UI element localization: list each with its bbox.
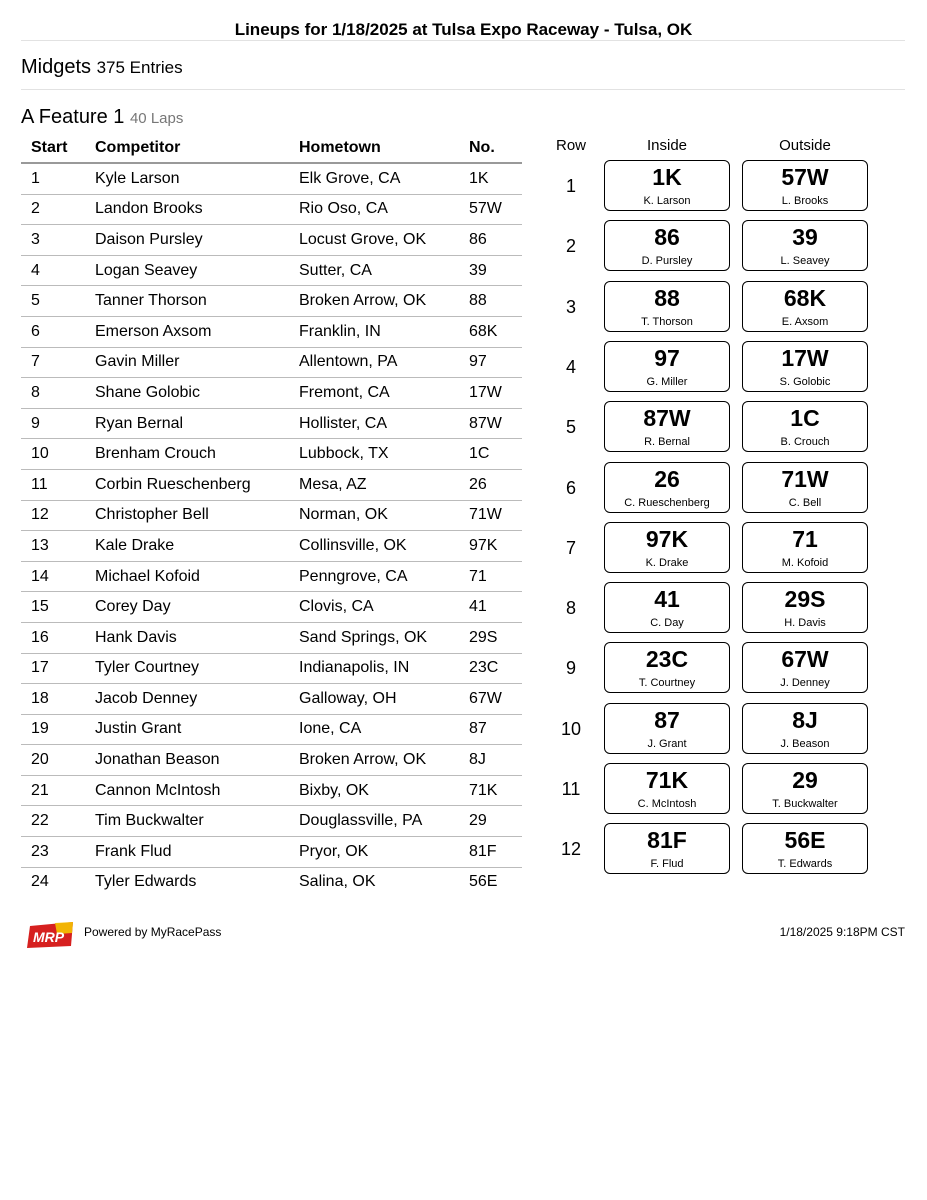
hometown-cell: Douglassville, PA: [289, 806, 459, 837]
start-cell: 22: [21, 806, 85, 837]
car-number: 71W: [781, 465, 829, 492]
hometown-cell: Penngrove, CA: [289, 561, 459, 592]
car-driver: K. Larson: [643, 195, 691, 207]
start-cell: 9: [21, 408, 85, 439]
class-name: Midgets: [21, 56, 92, 78]
start-cell: 3: [21, 225, 85, 256]
grid-inside-car: [604, 281, 730, 332]
print-timestamp: 1/18/2025 9:18PM CST: [779, 925, 905, 939]
competitor-cell: Shane Golobic: [85, 378, 289, 409]
number-cell: 81F: [459, 837, 522, 868]
start-cell: 16: [21, 622, 85, 653]
car-driver: T. Edwards: [777, 858, 833, 871]
start-cell: 17: [21, 653, 85, 684]
car-number: 17W: [781, 344, 829, 371]
car-number: 71K: [645, 767, 689, 793]
hometown-cell: Broken Arrow, OK: [289, 745, 459, 776]
start-cell: 4: [21, 255, 85, 286]
lineup-row: [21, 408, 522, 439]
lineup-row: [21, 867, 522, 897]
grid-outside-car: [742, 341, 868, 392]
grid-inside-car: [604, 220, 730, 271]
car-number: 29S: [784, 586, 826, 613]
number-cell: 88: [459, 286, 522, 317]
car-number: 1K: [652, 164, 682, 190]
header-hometown: Hometown: [289, 134, 459, 163]
car-number: 67W: [781, 646, 829, 673]
competitor-cell: Hank Davis: [85, 622, 289, 653]
lineup-row: [21, 225, 522, 256]
car-driver: F. Flud: [650, 858, 684, 871]
lineup-row: [21, 469, 522, 500]
car-driver: E. Axsom: [781, 315, 829, 328]
car-number: 41: [654, 586, 680, 613]
grid-outside-car: [742, 582, 868, 633]
car-number: 86: [654, 224, 680, 251]
grid-header-inside: Inside: [646, 137, 688, 154]
start-cell: 5: [21, 286, 85, 317]
hometown-cell: Galloway, OH: [289, 684, 459, 715]
car-driver: B. Crouch: [780, 436, 830, 449]
hometown-cell: Clovis, CA: [289, 592, 459, 623]
competitor-cell: Ryan Bernal: [85, 408, 289, 439]
lineup-row: [21, 500, 522, 531]
title-divider: [21, 40, 905, 41]
grid-outside-car: [742, 823, 868, 874]
grid-row-label: 11: [561, 779, 581, 799]
car-driver: L. Brooks: [781, 195, 829, 207]
competitor-cell: Kyle Larson: [85, 163, 289, 194]
hometown-cell: Allentown, PA: [289, 347, 459, 378]
hometown-cell: Rio Oso, CA: [289, 194, 459, 225]
competitor-cell: Jacob Denney: [85, 684, 289, 715]
car-driver: H. Davis: [784, 617, 826, 630]
start-cell: 23: [21, 837, 85, 868]
start-cell: 21: [21, 775, 85, 806]
grid-inside-car: [604, 823, 730, 874]
grid-inside-car: [604, 462, 730, 513]
number-cell: 57W: [459, 194, 522, 225]
number-cell: 71: [459, 561, 522, 592]
grid-outside-car: [742, 281, 868, 332]
grid-inside-car: [604, 160, 730, 211]
hometown-cell: Lubbock, TX: [289, 439, 459, 470]
car-driver: T. Courtney: [638, 677, 696, 690]
car-driver: R. Bernal: [644, 436, 690, 449]
grid-inside-car: [604, 522, 730, 573]
number-cell: 17W: [459, 378, 522, 409]
number-cell: 41: [459, 592, 522, 623]
grid-inside-car: [604, 703, 730, 754]
lineup-row: [21, 837, 522, 868]
competitor-cell: Corey Day: [85, 592, 289, 623]
start-cell: 8: [21, 378, 85, 409]
header-start: Start: [21, 134, 85, 163]
hometown-cell: Pryor, OK: [289, 837, 459, 868]
hometown-cell: Sutter, CA: [289, 255, 459, 286]
lineup-body: [21, 163, 522, 897]
lineup-row: [21, 561, 522, 592]
start-cell: 1: [21, 163, 85, 194]
number-cell: 97: [459, 347, 522, 378]
number-cell: 56E: [469, 873, 498, 891]
lineup-row: [21, 316, 522, 347]
lineup-row: [21, 347, 522, 378]
car-driver: J. Denney: [780, 677, 830, 690]
car-number: 39: [792, 224, 818, 251]
car-number: 87: [654, 706, 680, 733]
lineup-header-row: [21, 134, 522, 163]
competitor-cell: Tim Buckwalter: [85, 806, 289, 837]
car-driver: D. Pursley: [641, 255, 693, 268]
start-cell: 14: [21, 561, 85, 592]
lineup-row: [21, 286, 522, 317]
competitor-cell: Cannon McIntosh: [85, 775, 289, 806]
hometown-cell: Sand Springs, OK: [289, 622, 459, 653]
myracepass-logo: [25, 920, 77, 950]
hometown-cell: Collinsville, OK: [289, 531, 459, 562]
start-cell: 2: [21, 194, 85, 225]
number-cell: 71K: [459, 775, 522, 806]
competitor-cell: Tyler Courtney: [85, 653, 289, 684]
car-driver: K. Drake: [645, 556, 689, 569]
competitor-cell: Landon Brooks: [85, 194, 289, 225]
lineup-row: [21, 622, 522, 653]
lineup-row: [21, 378, 522, 409]
grid-row-label: 12: [560, 839, 582, 860]
number-cell: 26: [459, 469, 522, 500]
grid-row-label: 5: [565, 417, 576, 438]
number-cell: 86: [459, 225, 522, 256]
competitor-cell: Logan Seavey: [85, 255, 289, 286]
lineup-row: [21, 531, 522, 562]
grid-row-label: 2: [565, 236, 576, 257]
lineup-row: [21, 255, 522, 286]
lineup-table: [21, 134, 522, 897]
grid-inside-car: [604, 341, 730, 392]
grid-row-label: 7: [565, 537, 576, 558]
start-cell: 11: [21, 469, 85, 500]
competitor-cell: Brenham Crouch: [85, 439, 289, 470]
car-number: 57W: [781, 164, 829, 190]
hometown-cell: Indianapolis, IN: [289, 653, 459, 684]
number-cell: 23C: [459, 653, 522, 684]
car-driver: J. Grant: [647, 737, 687, 750]
grid-inside-car: [604, 763, 730, 814]
number-cell: 1K: [459, 163, 522, 194]
number-cell: 68K: [459, 316, 522, 347]
grid-header-row: Row: [555, 137, 586, 154]
start-cell: 12: [21, 500, 85, 531]
car-number: 56E: [784, 827, 826, 854]
grid-inside-car: [604, 401, 730, 452]
class-heading: [21, 56, 183, 79]
competitor-cell: Tyler Edwards: [95, 873, 197, 891]
start-cell: 19: [21, 714, 85, 745]
car-driver: S. Golobic: [779, 375, 831, 388]
grid-outside-car: [742, 401, 868, 452]
competitor-cell: Michael Kofoid: [85, 561, 289, 592]
start-cell: 6: [21, 316, 85, 347]
car-driver: L. Seavey: [780, 255, 830, 268]
competitor-cell: Gavin Miller: [85, 347, 289, 378]
grid-outside-car: [742, 703, 868, 754]
hometown-cell: Franklin, IN: [289, 316, 459, 347]
car-driver: J. Beason: [780, 737, 830, 750]
car-driver: C. Day: [650, 617, 684, 630]
lineup-row: [21, 592, 522, 623]
car-driver: G. Miller: [646, 375, 688, 388]
grid-outside-car: [742, 462, 868, 513]
car-number: 87W: [643, 405, 691, 432]
hometown-cell: Broken Arrow, OK: [289, 286, 459, 317]
start-cell: 10: [21, 439, 85, 470]
competitor-cell: Emerson Axsom: [85, 316, 289, 347]
number-cell: 97K: [459, 531, 522, 562]
grid-outside-car: [742, 763, 868, 814]
grid-row-label: 3: [565, 296, 576, 317]
grid-inside-car: [604, 582, 730, 633]
start-cell: 7: [21, 347, 85, 378]
number-cell: 67W: [459, 684, 522, 715]
hometown-cell: Bixby, OK: [289, 775, 459, 806]
car-driver: M. Kofoid: [781, 556, 829, 569]
number-cell: 71W: [459, 500, 522, 531]
car-number: 1C: [790, 405, 820, 432]
competitor-cell: Corbin Rueschenberg: [85, 469, 289, 500]
grid-outside-car: [742, 220, 868, 271]
number-cell: 8J: [459, 745, 522, 776]
car-number: 8J: [792, 706, 818, 733]
grid-outside-car: [742, 160, 868, 211]
lineup-row: [21, 806, 522, 837]
car-number: 88: [654, 284, 680, 311]
grid-inside-car: [604, 642, 730, 693]
car-number: 81F: [647, 827, 687, 854]
grid-outside-car: [742, 642, 868, 693]
number-cell: 29: [459, 806, 522, 837]
grid-row-label: 1: [565, 176, 576, 196]
competitor-cell: Frank Flud: [85, 837, 289, 868]
hometown-cell: Norman, OK: [289, 500, 459, 531]
car-number: 29: [792, 767, 818, 793]
powered-by: Powered by MyRacePass: [84, 925, 222, 939]
lineup-row: [21, 194, 522, 225]
start-cell: 20: [21, 745, 85, 776]
hometown-cell: Mesa, AZ: [289, 469, 459, 500]
lineup-row: [21, 439, 522, 470]
page-title: Lineups for 1/18/2025 at Tulsa Expo Raceway - Tulsa, OK: [234, 20, 693, 39]
lineup-row: [21, 775, 522, 806]
lineup-row: [21, 163, 522, 194]
grid-row-label: 4: [565, 356, 576, 377]
class-divider: [21, 89, 905, 90]
hometown-cell: Hollister, CA: [289, 408, 459, 439]
hometown-cell: Elk Grove, CA: [289, 163, 459, 194]
hometown-cell: Fremont, CA: [289, 378, 459, 409]
start-cell: 18: [21, 684, 85, 715]
start-cell: 24: [31, 873, 49, 891]
car-number: 23C: [645, 646, 689, 673]
number-cell: 87W: [459, 408, 522, 439]
event-heading: [21, 106, 183, 129]
car-driver: T. Buckwalter: [772, 798, 838, 810]
number-cell: 87: [459, 714, 522, 745]
hometown-cell: Salina, OK: [299, 873, 376, 891]
event-name: A Feature 1: [21, 106, 125, 128]
car-number: 26: [654, 465, 680, 492]
car-driver: T. Thorson: [641, 315, 693, 328]
car-number: 68K: [783, 284, 827, 311]
event-laps: 40 Laps: [129, 110, 184, 127]
competitor-cell: Tanner Thorson: [85, 286, 289, 317]
lineup-row: [21, 653, 522, 684]
lineup-row: [21, 714, 522, 745]
number-cell: 29S: [459, 622, 522, 653]
grid-outside-car: [742, 522, 868, 573]
car-driver: C. Rueschenberg: [624, 496, 710, 509]
grid-header-outside: Outside: [779, 137, 831, 154]
car-number: 71: [792, 525, 818, 552]
start-cell: 13: [21, 531, 85, 562]
lineup-row: [21, 745, 522, 776]
entries-count: 375 Entries: [96, 58, 183, 77]
grid-row-label: 8: [565, 598, 576, 619]
lineup-row: [21, 684, 522, 715]
header-competitor: Competitor: [85, 134, 289, 163]
hometown-cell: Locust Grove, OK: [289, 225, 459, 256]
grid-row-label: 9: [565, 658, 576, 679]
competitor-cell: Kale Drake: [85, 531, 289, 562]
car-number: 97: [654, 344, 680, 371]
grid-row-label: 10: [560, 718, 582, 739]
competitor-cell: Jonathan Beason: [85, 745, 289, 776]
competitor-cell: Christopher Bell: [85, 500, 289, 531]
number-cell: 1C: [459, 439, 522, 470]
logo-text: MRP: [33, 929, 65, 945]
car-number: 97K: [645, 525, 689, 552]
car-driver: C. McIntosh: [637, 798, 697, 810]
grid-row-label: 6: [565, 477, 576, 498]
competitor-cell: Daison Pursley: [85, 225, 289, 256]
start-cell: 15: [21, 592, 85, 623]
header-number: No.: [459, 134, 522, 163]
car-driver: C. Bell: [788, 496, 822, 509]
number-cell: 39: [459, 255, 522, 286]
competitor-cell: Justin Grant: [85, 714, 289, 745]
hometown-cell: Ione, CA: [289, 714, 459, 745]
